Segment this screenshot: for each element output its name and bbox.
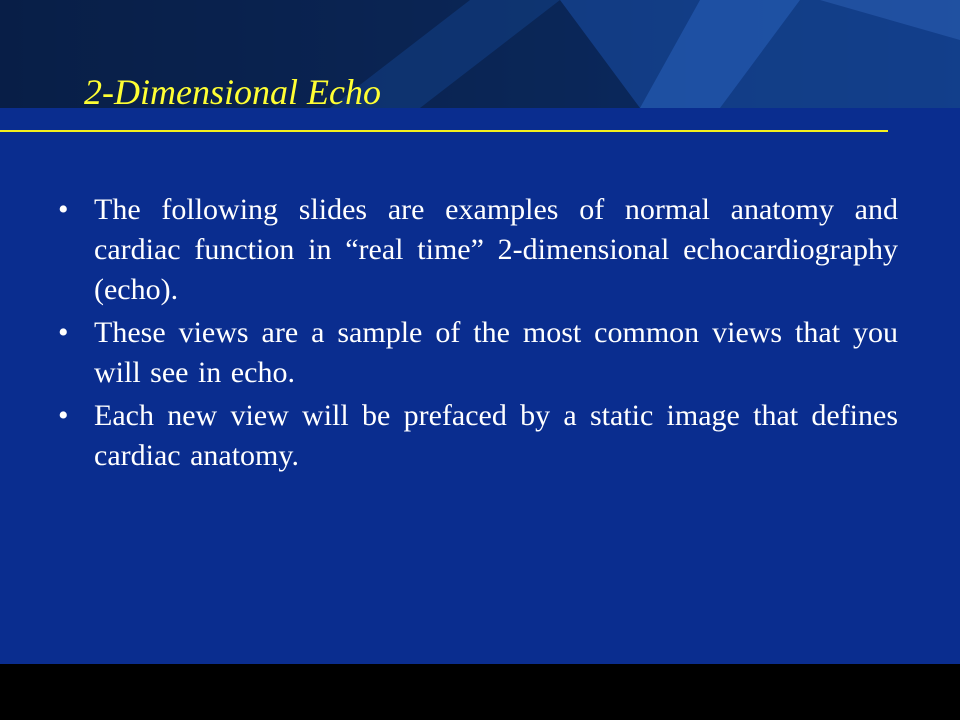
slide-title: 2-Dimensional Echo (84, 72, 381, 112)
bullet-item (56, 313, 898, 393)
bullet-text: Each new view will be prefaced by a static image that defines cardiac anatomy. (94, 399, 898, 472)
bullet-item (56, 396, 898, 476)
bullet-item (56, 190, 898, 310)
bullet-text: These views are a sample of the most common views that you will see in echo. (94, 316, 898, 389)
footer-bar (0, 664, 960, 720)
bullet-marker: • (58, 316, 69, 349)
bullet-list (56, 190, 898, 479)
title-underline (0, 130, 888, 132)
bullet-marker: • (58, 193, 69, 226)
bullet-text: The following slides are examples of normal anatomy and cardiac function in “real time” 2-dimensional echocardiography (echo). (94, 193, 898, 306)
bullet-marker: • (58, 399, 69, 432)
